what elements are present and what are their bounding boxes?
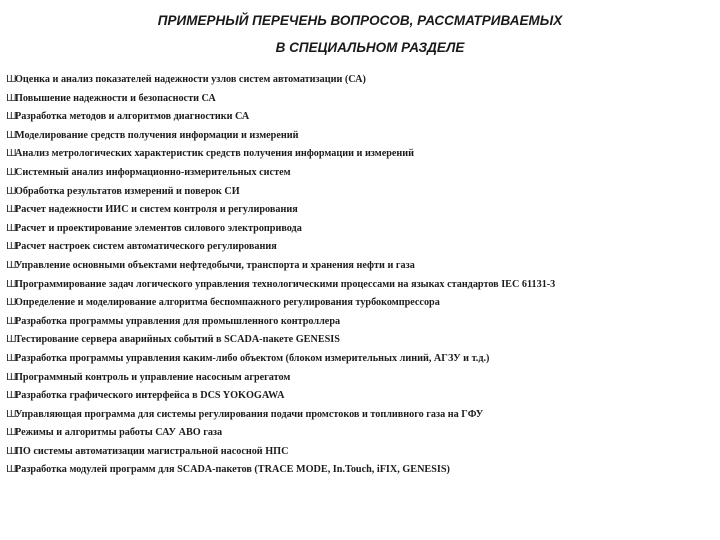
list-item	[6, 369, 714, 388]
list-item-text: Разработка модулей программ для SCADA-пакетов (TRACE MODE, In.Touch, iFIX, GENESIS)	[15, 464, 450, 476]
list-item	[6, 90, 714, 109]
list-item	[6, 461, 714, 480]
list-item-text: Моделирование средств получения информации и измерений	[15, 129, 299, 141]
bullet-icon: Ш	[6, 148, 17, 160]
bullet-icon: Ш	[6, 222, 17, 234]
list-item	[6, 183, 714, 202]
bullet-icon: Ш	[6, 427, 17, 439]
list-item	[6, 424, 714, 443]
list-item-text: Программирование задач логического управления технологическими процессами на языках стандартов IEC 61131-3	[15, 278, 556, 290]
bullet-icon: Ш	[6, 185, 17, 197]
bullet-icon: Ш	[6, 334, 17, 346]
list-item	[6, 201, 714, 220]
list-item	[6, 127, 714, 146]
list-item-text: Анализ метрологических характеристик средств получения информации и измерений	[15, 148, 415, 160]
bullet-icon: Ш	[6, 315, 17, 327]
bullet-icon: Ш	[6, 278, 17, 290]
list-item	[6, 350, 714, 369]
bullet-icon: Ш	[6, 129, 17, 141]
bullet-icon: Ш	[6, 204, 17, 216]
list-item	[6, 294, 714, 313]
list-item	[6, 276, 714, 295]
list-item	[6, 387, 714, 406]
list-item-text: ПО системы автоматизации магистральной насосной НПС	[15, 445, 289, 457]
bullet-icon: Ш	[6, 297, 17, 309]
list-item	[6, 71, 714, 90]
list-item	[6, 238, 714, 257]
list-item-text: Режимы и алгоритмы работы САУ АВО газа	[15, 427, 223, 439]
topic-list	[6, 71, 714, 480]
bullet-icon: Ш	[6, 390, 17, 402]
list-item-text: Управление основными объектами нефтедобычи, транспорта и хранения нефти и газа	[15, 259, 415, 271]
bullet-icon: Ш	[6, 111, 17, 123]
list-item-text: Разработка программы управления для промышленного контроллера	[15, 315, 341, 327]
list-item	[6, 331, 714, 350]
list-item-text: Программный контроль и управление насосным агрегатом	[15, 371, 291, 383]
list-item	[6, 220, 714, 239]
bullet-icon: Ш	[6, 371, 17, 383]
list-item-text: Обработка результатов измерений и поверок СИ	[15, 185, 240, 197]
list-item	[6, 406, 714, 425]
list-item	[6, 164, 714, 183]
list-item	[6, 145, 714, 164]
bullet-icon: Ш	[6, 352, 17, 364]
list-item-text: Системный анализ информационно-измерительных систем	[15, 166, 291, 178]
document-title-line-2: В СПЕЦИАЛЬНОМ РАЗДЕЛЕ	[275, 40, 465, 55]
bullet-icon: Ш	[6, 166, 17, 178]
list-item-text: Расчет настроек систем автоматического регулирования	[15, 241, 277, 253]
list-item-text: Разработка методов и алгоритмов диагностики СА	[15, 111, 250, 123]
list-item	[6, 313, 714, 332]
list-item-text: Оценка и анализ показателей надежности узлов систем автоматизации (СА)	[15, 74, 366, 85]
list-item-text: Расчет и проектирование элементов силового электропривода	[15, 222, 302, 234]
bullet-icon: Ш	[6, 241, 17, 253]
list-item-text: Расчет надежности ИИС и систем контроля и регулирования	[15, 204, 298, 216]
bullet-icon: Ш	[6, 408, 17, 420]
list-item	[6, 108, 714, 127]
bullet-icon: Ш	[6, 445, 17, 457]
list-item-text: Разработка программы управления каким-либо объектом (блоком измерительных линий, АГЗУ и т.д.)	[15, 352, 490, 364]
bullet-icon: Ш	[6, 259, 17, 271]
bullet-icon: Ш	[6, 464, 17, 476]
bullet-icon: Ш	[6, 74, 17, 85]
list-item-text: Разработка графического интерфейса в DCS YOKOGAWA	[15, 390, 285, 402]
list-item	[6, 443, 714, 462]
list-item-text: Управляющая программа для системы регулирования подачи промстоков и топливного газа на ГФУ	[15, 408, 484, 420]
bullet-icon: Ш	[6, 92, 17, 104]
list-item-text: Определение и моделирование алгоритма беспомпажного регулирования турбокомпрессора	[15, 297, 440, 309]
list-item-text: Тестирование сервера аварийных событий в SCADA-пакете GENESIS	[15, 334, 340, 346]
list-item-text: Повышение надежности и безопасности СА	[15, 92, 216, 104]
list-item	[6, 257, 714, 276]
document-title-line-1: ПРИМЕРНЫЙ ПЕРЕЧЕНЬ ВОПРОСОВ, РАССМАТРИВАЕМЫХ	[157, 13, 563, 28]
